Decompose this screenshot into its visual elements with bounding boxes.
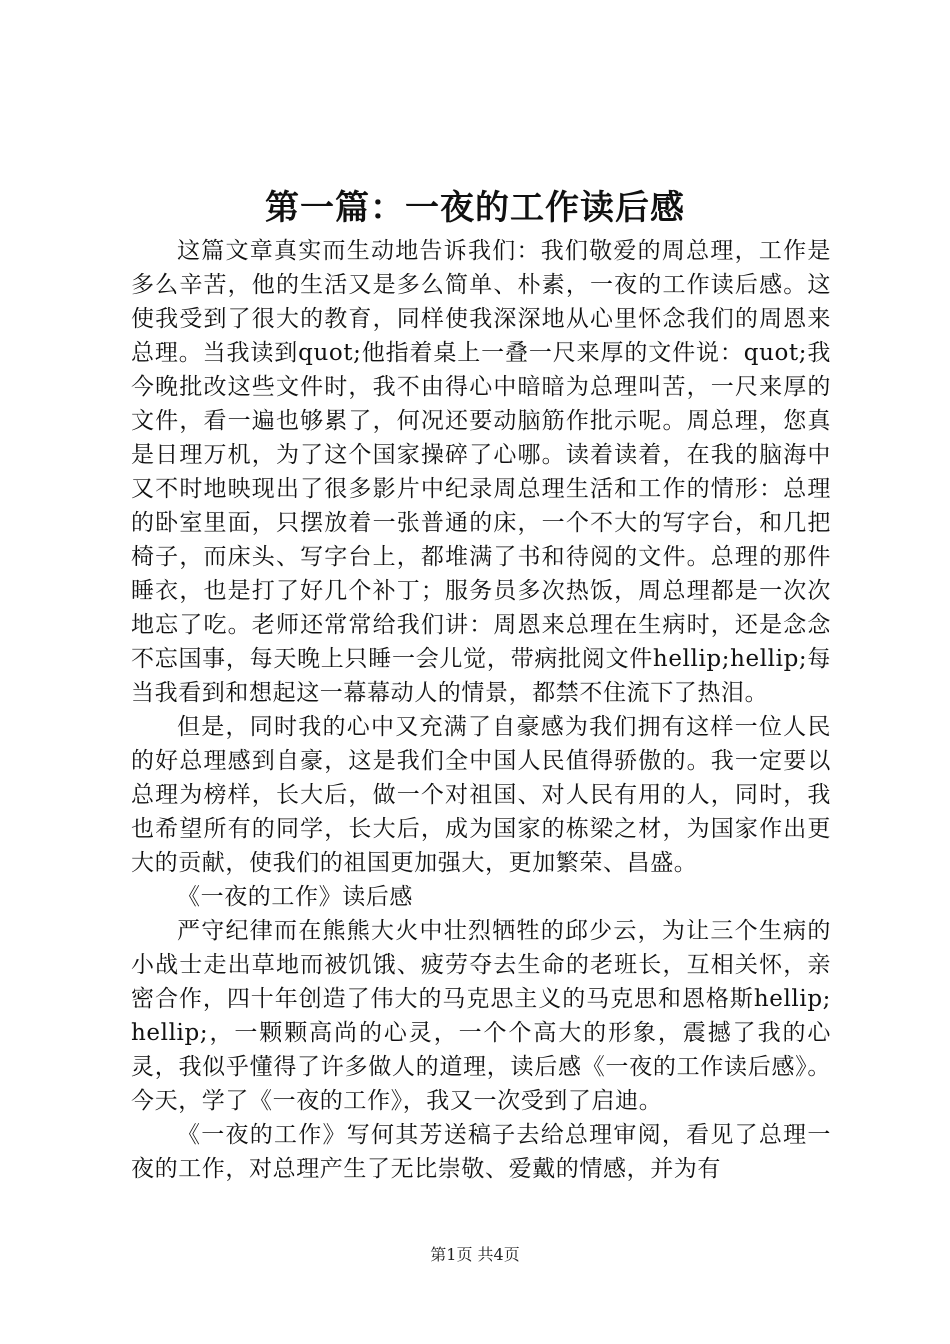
paragraph-1: 这篇文章真实而生动地告诉我们：我们敬爱的周总理，工作是多么辛苦，他的生活又是多么简单、朴素，一夜的工作读后感。这使我受到了很大的教育，同样使我深深地从心里怀念我们的周恩来总理。当我读到quot;他指着桌上一叠一尺来厚的文件说：quot;我今晚批改这些文件时，我不由得心中暗暗为总理叫苦，一尺来厚的文件，看一遍也够累了，何况还要动脑筋作批示呢。周总理，您真是日理万机，为了这个国家操碎了心哪。读着读着，在我的脑海中又不时地映现出了很多影片中纪录周总理生活和工作的情形：总理的卧室里面，只摆放着一张普通的床，一个不大的写字台，和几把椅子，而床头、写字台上，都堆满了书和待阅的文件。总理的那件睡衣，也是打了好几个补丁；服务员多次热饭，周总理都是一次次地忘了吃。老师还常常给我们讲：周恩来总理在生病时，还是念念不忘国事，每天晚上只睡一会儿觉，带病批阅文件hellip;hellip;每当我看到和想起这一幕幕动人的情景，都禁不住流下了热泪。 [131, 238, 831, 706]
paragraph-2: 但是，同时我的心中又充满了自豪感为我们拥有这样一位人民的好总理感到自豪，这是我们全中国人民值得骄傲的。我一定要以总理为榜样，长大后，做一个对祖国、对人民有用的人，同时，我也希望所有的同学，长大后，成为国家的栋梁之材，为国家作出更大的贡献，使我们的祖国更加强大，更加繁荣、昌盛。 [131, 714, 831, 876]
section-heading: 《一夜的工作》读后感 [177, 884, 413, 910]
article-body [131, 234, 831, 1186]
paragraph-4: 《一夜的工作》写何其芳送稿子去给总理审阅，看见了总理一夜的工作，对总理产生了无比崇敬、爱戴的情感，并为有 [131, 1122, 831, 1182]
page-title: 第一篇：一夜的工作读后感 [265, 188, 685, 228]
page-number-footer: 第1页 共4页 [430, 1245, 520, 1264]
paragraph-3: 严守纪律而在熊熊大火中壮烈牺牲的邱少云，为让三个生病的小战士走出草地而被饥饿、疲劳夺去生命的老班长，互相关怀，亲密合作，四十年创造了伟大的马克思主义的马克思和恩格斯hellip;hellip;，一颗颗高尚的心灵，一个个高大的形象，震撼了我的心灵，我似乎懂得了许多做人的道理，读后感《一夜的工作读后感》。今天，学了《一夜的工作》，我又一次受到了启迪。 [131, 918, 831, 1114]
